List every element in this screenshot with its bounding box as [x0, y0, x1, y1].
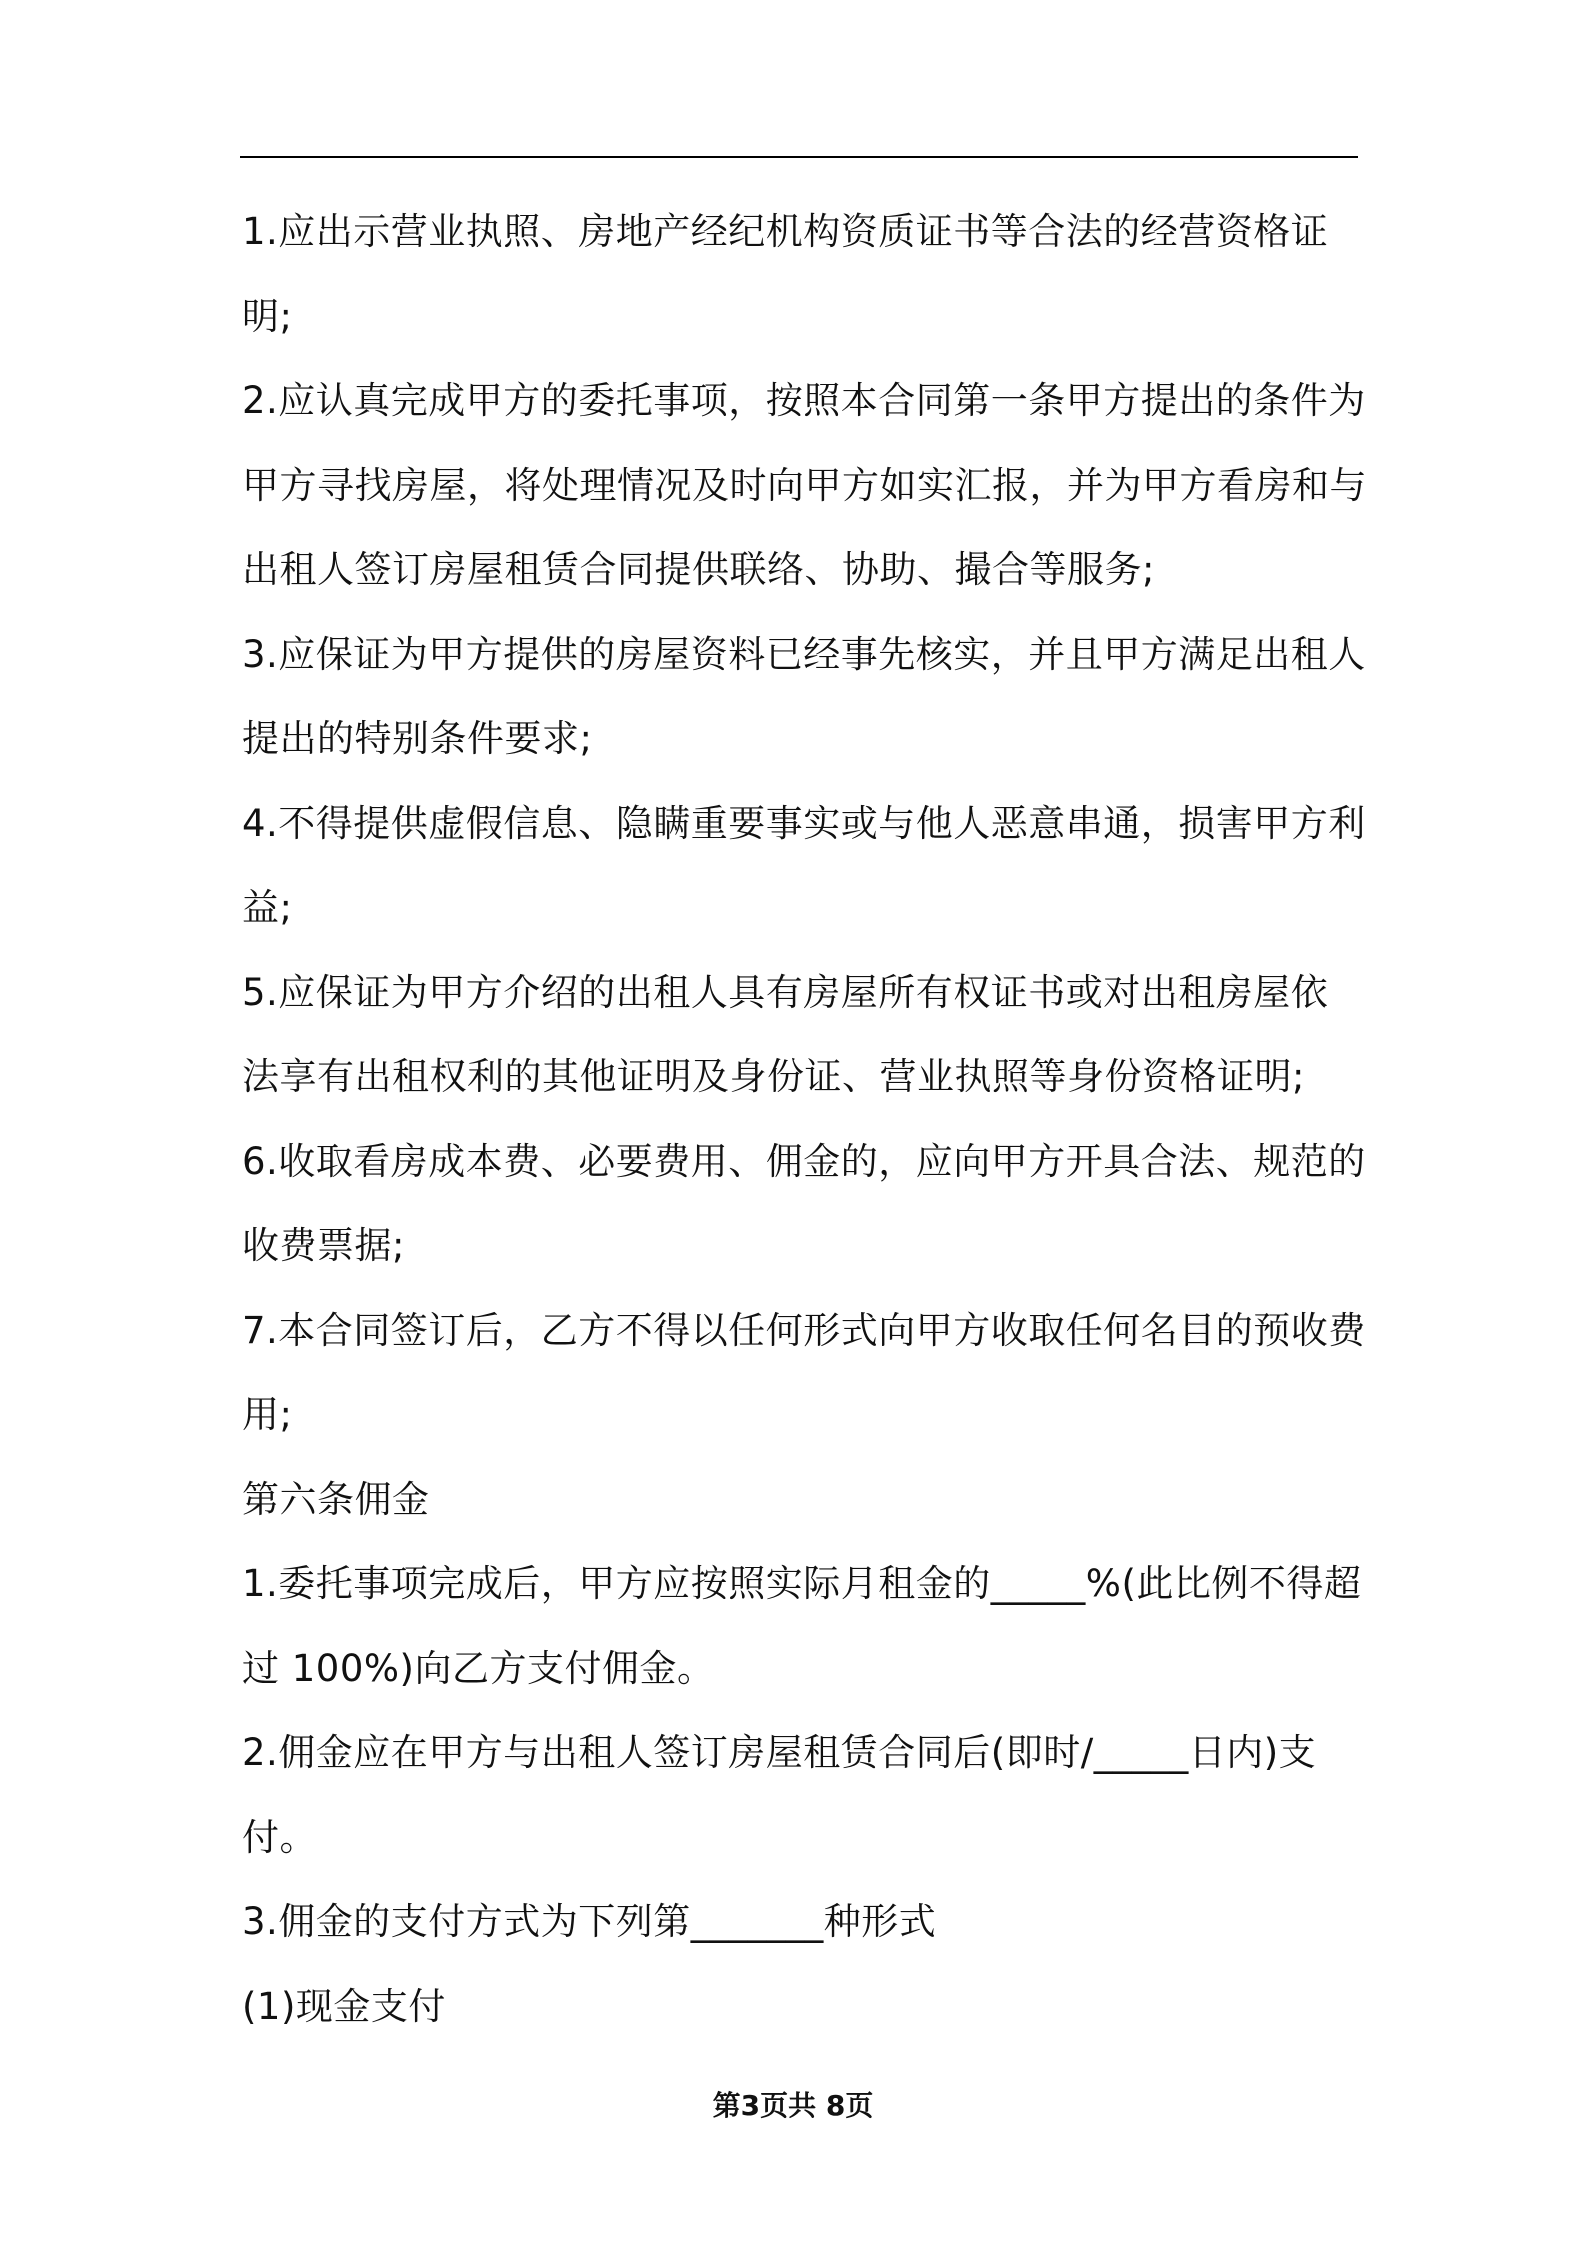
- contract-body: [242, 190, 1367, 2049]
- text-line: 2.应认真完成甲方的委托事项，按照本合同第一条甲方提出的条件为: [242, 379, 1366, 422]
- text-line: 2.佣金应在甲方与出租人签订房屋租赁合同后(即时/_____日内)支: [242, 1731, 1317, 1774]
- text-line: 1.应出示营业执照、房地产经纪机构资质证书等合法的经营资格证: [242, 210, 1329, 253]
- text-line: 明;: [242, 294, 293, 338]
- text-line: 4.不得提供虚假信息、隐瞒重要事实或与他人恶意串通，损害甲方利: [242, 801, 1366, 845]
- text-line: 1.委托事项完成后，甲方应按照实际月租金的_____%(此比例不得超: [242, 1562, 1362, 1605]
- page-number-footer: 第3页共 8页: [712, 2089, 874, 2122]
- text-line: 用;: [242, 1393, 293, 1436]
- text-line: 出租人签订房屋租赁合同提供联络、协助、撮合等服务;: [242, 548, 1155, 591]
- text-line: (1)现金支付: [242, 1984, 446, 2028]
- text-line: 6.收取看房成本费、必要费用、佣金的，应向甲方开具合法、规范的: [242, 1139, 1366, 1183]
- text-line: 甲方寻找房屋，将处理情况及时向甲方如实汇报，并为甲方看房和与: [242, 463, 1367, 507]
- text-line: 付。: [242, 1815, 317, 1859]
- text-line: 7.本合同签订后，乙方不得以任何形式向甲方收取任何名目的预收费: [242, 1308, 1366, 1352]
- section-heading: 第六条佣金: [242, 1477, 430, 1521]
- text-line: 3.应保证为甲方提供的房屋资料已经事先核实，并且甲方满足出租人: [242, 632, 1366, 676]
- text-line: 收费票据;: [242, 1224, 405, 1267]
- text-line: 益;: [242, 886, 293, 929]
- header-rule: [240, 156, 1358, 158]
- text-line: 法享有出租权利的其他证明及身份证、营业执照等身份资格证明;: [242, 1055, 1305, 1098]
- text-line: 5.应保证为甲方介绍的出租人具有房屋所有权证书或对出租房屋依: [242, 970, 1329, 1014]
- text-line: 过 100%)向乙方支付佣金。: [242, 1646, 715, 1690]
- text-line: 3.佣金的支付方式为下列第_______种形式: [242, 1900, 937, 1943]
- text-line: 提出的特别条件要求;: [242, 717, 593, 760]
